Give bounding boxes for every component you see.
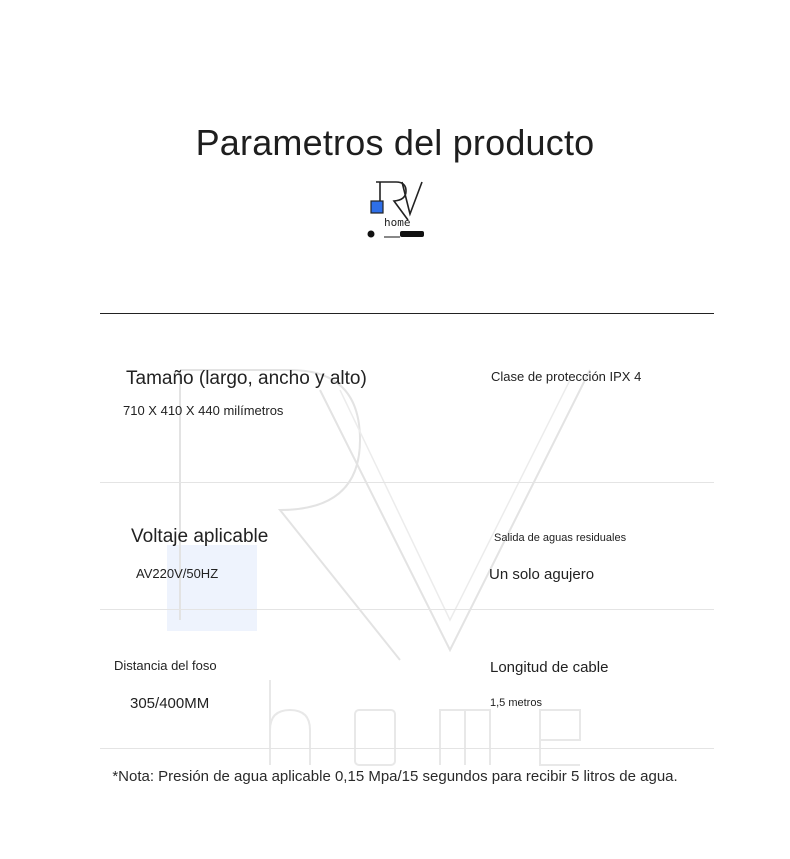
spec-voltage-value: AV220V/50HZ — [136, 566, 219, 581]
spec-drain-value: Un solo agujero — [489, 566, 595, 583]
watermark-accent-block — [167, 545, 257, 631]
logo-sub-word: home — [384, 216, 411, 229]
spec-pit-label: Distancia del foso — [114, 658, 217, 673]
row-divider-2 — [100, 609, 714, 610]
spec-cable-label: Longitud de cable — [490, 659, 609, 676]
spec-drain-label: Salida de aguas residuales — [494, 532, 627, 544]
spec-voltage-label: Voltaje aplicable — [131, 526, 269, 547]
logo-accent-square — [371, 201, 383, 213]
row-divider-1 — [100, 482, 714, 483]
spec-cable-value: 1,5 metros — [490, 697, 542, 709]
spec-size-value: 710 X 410 X 440 milímetros — [123, 403, 284, 418]
row-divider-3 — [100, 748, 714, 749]
brand-logo — [366, 180, 426, 240]
spec-pit-value: 305/400MM — [130, 695, 210, 712]
header-divider — [100, 313, 714, 314]
footer-note: *Nota: Presión de agua aplicable 0,15 Mpa/15 segundos para recibir 5 litros de agua. — [112, 768, 678, 785]
page-title: Parametros del producto — [195, 122, 595, 163]
spec-protection-label: Clase de protección IPX 4 — [491, 369, 642, 384]
spec-size-label: Tamaño (largo, ancho y alto) — [126, 368, 367, 389]
